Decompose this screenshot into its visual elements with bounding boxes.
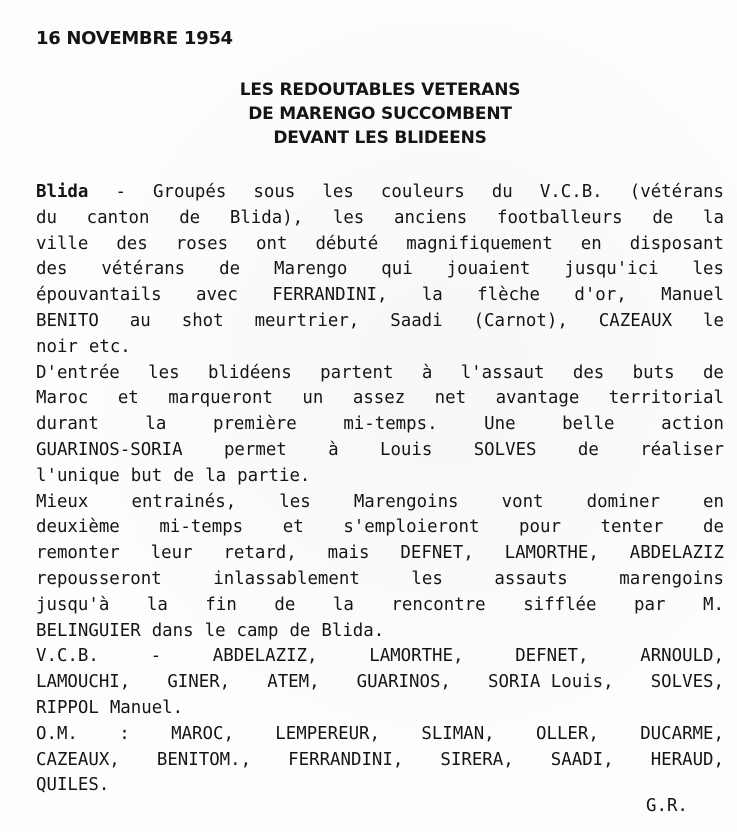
article-word: les	[148, 362, 180, 383]
article-word: des	[116, 233, 148, 254]
article-word: DUCARME,	[640, 723, 724, 744]
article-word: en	[580, 233, 602, 254]
article-word: BELINGUIER	[36, 620, 141, 641]
article-word: inlassablement	[213, 568, 360, 589]
article-word: -	[115, 182, 126, 202]
article-word: DEFNET,	[400, 543, 474, 564]
article-word: l'unique	[36, 465, 120, 486]
article-word: la	[145, 414, 167, 435]
article-word: de	[219, 259, 241, 280]
article-word: deuxième	[36, 517, 120, 538]
article-word: FERRANDINI,	[288, 749, 404, 770]
article-word: (vétérans	[629, 182, 724, 202]
headline-line: DEVANT LES BLIDEENS	[273, 128, 487, 148]
article-line	[36, 283, 724, 309]
article-word: Saadi	[390, 310, 443, 331]
article-word: sifflée	[523, 594, 597, 615]
article-word: la	[146, 594, 168, 615]
article-word: de	[274, 594, 296, 615]
article-word: s'emploieront	[343, 517, 480, 538]
article-word: ont	[256, 233, 288, 254]
article-word: sous	[253, 182, 296, 202]
article-word: GUARINOS,	[356, 672, 451, 693]
article-line	[36, 180, 724, 206]
article-word: débuté	[315, 233, 379, 254]
article-word: magnifiquement	[406, 233, 553, 254]
article-word: à	[421, 362, 433, 383]
article-word: de	[577, 439, 599, 460]
article-word: GINER,	[167, 672, 231, 693]
article-word: flèche	[477, 285, 540, 306]
article-word: pour	[519, 517, 561, 538]
article-word: canton	[86, 207, 150, 228]
article-word: partie.	[237, 465, 311, 486]
article-word: HERAUD,	[650, 749, 724, 770]
article-word: DEFNET,	[515, 646, 589, 667]
article-word: de	[179, 207, 201, 228]
article-word: assauts	[494, 568, 568, 589]
article-word: (Carnot),	[473, 310, 568, 331]
article-word: du	[36, 207, 57, 228]
article-line	[36, 773, 724, 799]
article-word: repousseront	[36, 568, 162, 589]
article-word: la	[421, 285, 443, 306]
article-word: les	[692, 259, 724, 280]
article-word: rencontre	[391, 594, 486, 615]
article-word: Une	[484, 414, 516, 435]
author-signature: G.R.	[646, 796, 688, 816]
article-word: vétérans	[101, 259, 186, 280]
article-word: à	[328, 439, 339, 460]
article-word: le	[204, 620, 226, 641]
article-word: OLLER,	[536, 723, 599, 744]
article-word: marengoins	[619, 568, 724, 589]
article-word: mais	[327, 543, 370, 564]
article-word: vont	[501, 491, 544, 512]
article-line	[36, 515, 724, 541]
article-line	[36, 593, 724, 619]
article-line	[36, 644, 724, 670]
article-word: avec	[196, 285, 238, 306]
article-word: MAROC,	[171, 723, 234, 744]
article-word: couleurs	[380, 182, 465, 202]
article-word: les	[411, 568, 443, 589]
article-word: V.C.B.	[539, 182, 603, 202]
article-word: fin	[205, 594, 237, 615]
article-word: mi-temps.	[343, 414, 438, 435]
article-word: SOLVES,	[650, 672, 724, 693]
article-word: avantage	[495, 388, 580, 409]
article-word: qui	[381, 259, 413, 280]
article-body	[36, 180, 724, 799]
article-word: de	[702, 362, 724, 383]
article-word: Manuel.	[109, 697, 184, 718]
article-line	[36, 722, 724, 748]
article-word: dominer	[586, 491, 660, 512]
article-word: CAZEAUX	[598, 310, 673, 331]
article-word: roses	[175, 233, 229, 254]
article-word: jusqu'à	[36, 594, 110, 615]
article-word: Marengo	[274, 259, 348, 280]
article-word: au	[129, 310, 151, 331]
article-word: réaliser	[640, 439, 724, 460]
article-word: de	[173, 465, 195, 486]
article-word: but	[130, 465, 163, 486]
article-word: M.	[703, 594, 724, 615]
article-word: Blida.	[321, 620, 385, 641]
article-word: LAMORTHE,	[504, 543, 599, 564]
article-word: jusqu'ici	[564, 259, 659, 280]
article-word: FERRANDINI,	[272, 285, 388, 306]
article-word: SIRERA,	[440, 749, 514, 770]
article-word: de	[652, 207, 674, 228]
article-word: Groupés	[153, 182, 227, 202]
article-headline	[180, 78, 580, 150]
article-word: belle	[562, 414, 615, 435]
article-word: durant	[36, 414, 99, 435]
article-word: D'entrée	[36, 362, 120, 383]
article-line	[36, 464, 724, 490]
article-word: mi-temps	[159, 517, 244, 538]
article-word: des	[36, 259, 68, 280]
article-line	[36, 670, 724, 696]
article-word: de	[289, 620, 311, 641]
article-line	[36, 309, 724, 335]
article-word: dans	[151, 620, 194, 641]
article-word: première	[212, 414, 297, 435]
article-word: l'assaut	[460, 362, 545, 383]
article-word: Louis	[379, 439, 433, 460]
article-word: remonter	[36, 543, 120, 564]
article-word: :	[119, 723, 130, 744]
article-word: net	[434, 388, 467, 409]
article-word: retard,	[223, 543, 297, 564]
article-word: assez	[352, 388, 406, 409]
article-word: LAMOUCHI,	[36, 672, 131, 693]
article-word: de	[702, 517, 724, 538]
article-word: GUARINOS-SORIA	[36, 439, 183, 460]
article-word: LEMPEREUR,	[275, 723, 380, 744]
article-word: -	[150, 646, 162, 667]
article-word: footballeurs	[496, 207, 623, 228]
article-word: meurtrier,	[254, 310, 360, 331]
article-line	[36, 748, 724, 774]
article-word: des	[572, 362, 605, 383]
article-word: Manuel	[661, 285, 724, 306]
article-line	[36, 412, 724, 438]
article-word: etc.	[88, 336, 131, 357]
article-line	[36, 257, 724, 283]
article-word: épouvantails	[36, 285, 162, 306]
article-line	[36, 490, 724, 516]
article-line	[36, 361, 724, 387]
article-word: V.C.B.	[36, 646, 99, 667]
article-word: buts	[632, 362, 675, 383]
article-line	[36, 696, 724, 722]
article-line	[36, 619, 724, 645]
article-word: ABDELAZIZ	[629, 543, 724, 564]
article-word: la	[702, 207, 724, 228]
article-word: noir	[36, 336, 78, 357]
article-word: disposant	[629, 233, 724, 254]
article-word: et	[282, 517, 304, 538]
article-word: du	[491, 182, 513, 202]
article-word: la	[332, 594, 354, 615]
headline-line: DE MARENGO SUCCOMBENT	[248, 104, 512, 124]
article-word: territorial	[608, 388, 724, 409]
article-word: les	[279, 491, 311, 512]
article-word: le	[703, 310, 724, 331]
article-word: QUILES.	[36, 775, 110, 796]
article-date: 16 NOVEMBRE 1954	[36, 28, 233, 49]
article-word: shot	[181, 310, 224, 331]
headline-line: LES REDOUTABLES VETERANS	[239, 80, 521, 100]
article-word: Blida),	[229, 207, 304, 228]
article-word: action	[661, 414, 724, 435]
article-word: jouaient	[446, 259, 531, 280]
article-word: un	[302, 388, 324, 409]
article-word: SLIMAN,	[421, 723, 495, 744]
article-word: RIPPOL	[36, 697, 99, 718]
article-word: BENITO	[36, 310, 99, 331]
article-word: partent	[320, 362, 394, 383]
article-word: les	[322, 182, 354, 202]
article-word: en	[703, 491, 724, 512]
article-word: ville	[36, 233, 89, 254]
article-word: permet	[223, 439, 287, 460]
article-word: O.M.	[36, 723, 78, 744]
article-word: SOLVES	[473, 439, 537, 460]
article-word: blidéens	[207, 362, 292, 383]
article-word: ABDELAZIZ,	[212, 646, 318, 667]
article-line	[36, 567, 724, 593]
article-word: Mieux	[36, 491, 89, 512]
article-word: anciens	[393, 207, 468, 228]
article-word: LAMORTHE,	[369, 646, 464, 667]
article-word: Marengoins	[353, 491, 459, 512]
article-word: d'or,	[574, 285, 627, 306]
article-word: et	[117, 388, 139, 409]
article-word: SAADI,	[550, 749, 614, 770]
article-line	[36, 335, 724, 361]
article-word: leur	[150, 543, 193, 564]
article-line	[36, 386, 724, 412]
article-word: ARNOULD,	[640, 646, 724, 667]
article-word: par	[634, 594, 666, 615]
article-line	[36, 541, 724, 567]
article-word: la	[205, 465, 227, 486]
article-word: BENITOM.,	[156, 749, 252, 770]
article-word: ATEM,	[267, 672, 320, 693]
article-word: entrainés,	[131, 491, 237, 512]
article-word: Maroc	[36, 388, 89, 409]
article-word: les	[332, 207, 365, 228]
article-word: camp	[236, 620, 279, 641]
article-word: tenter	[600, 517, 664, 538]
article-word: CAZEAUX,	[36, 749, 120, 770]
article-word: marqueront	[168, 388, 273, 409]
article-line	[36, 232, 724, 258]
article-line	[36, 438, 724, 464]
article-word: SORIA Louis,	[487, 672, 614, 693]
lead-word: Blida	[36, 182, 89, 202]
article-line	[36, 206, 724, 232]
